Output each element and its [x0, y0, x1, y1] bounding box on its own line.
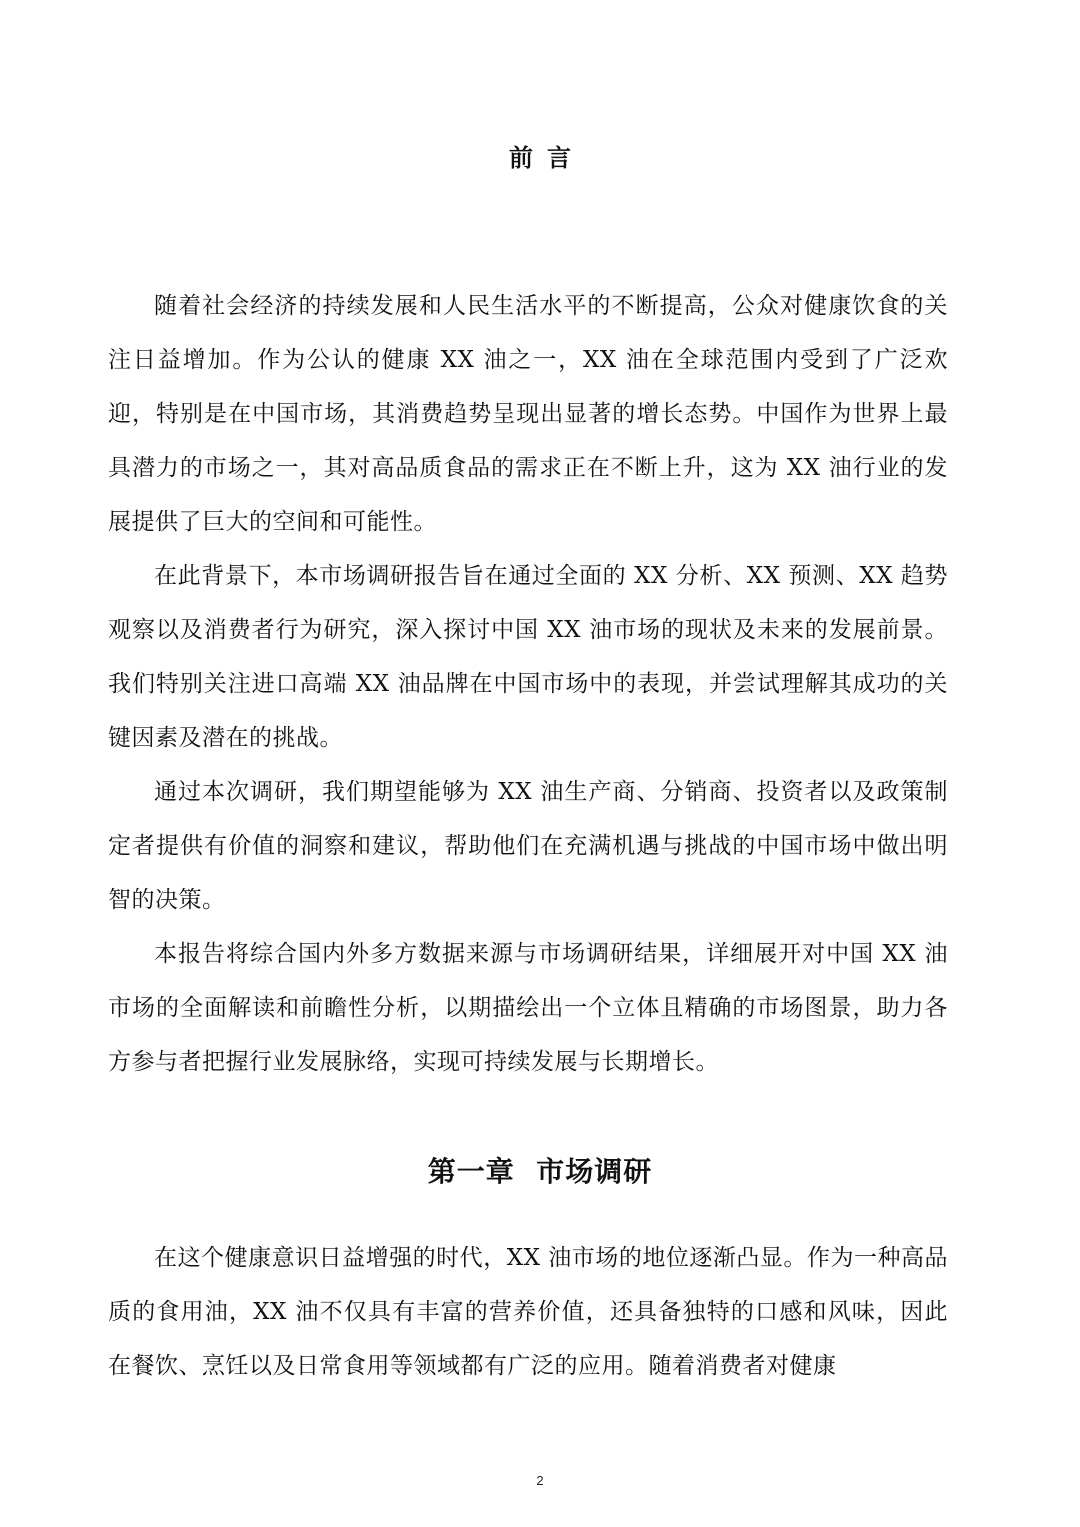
preface-paragraph-1: 随着社会经济的持续发展和人民生活水平的不断提高，公众对健康饮食的关注日益增加。作为公认的健康 XX 油之一，XX 油在全球范围内受到了广泛欢迎，特别是在中国市场，其消费趋势呈现出显著的增长态势。中国作为世界上最具潜力的市场之一，其对高品质食品的需求正在不断上升，这为 XX 油行业的发展提供了巨大的空间和可能性。: [108, 293, 948, 535]
preface-paragraph-4: 本报告将综合国内外多方数据来源与市场调研结果，详细展开对中国 XX 油市场的全面解读和前瞻性分析，以期描绘出一个立体且精确的市场图景，助力各方参与者把握行业发展脉络，实现可持续发展与长期增长。: [108, 941, 948, 1075]
preface-paragraph-3: 通过本次调研，我们期望能够为 XX 油生产商、分销商、投资者以及政策制定者提供有价值的洞察和建议，帮助他们在充满机遇与挑战的中国市场中做出明智的决策。: [108, 779, 948, 913]
chapter-paragraph-1: 在这个健康意识日益增强的时代，XX 油市场的地位逐渐凸显。作为一种高品质的食用油，XX 油不仅具有丰富的营养价值，还具备独特的口感和风味，因此在餐饮、烹饪以及日常食用等领域都有广泛的应用。随着消费者对健康: [108, 1245, 948, 1379]
chapter-title: 第一章 市场调研: [427, 1155, 653, 1188]
chapter-body: [108, 1231, 948, 1393]
preface-body: [108, 279, 948, 1089]
page-number: 2: [536, 1473, 544, 1488]
preface-paragraph-2: 在此背景下，本市场调研报告旨在通过全面的 XX 分析、XX 预测、XX 趋势观察以及消费者行为研究，深入探讨中国 XX 油市场的现状及未来的发展前景。我们特别关注进口高端 XX 油品牌在中国市场中的表现，并尝试理解其成功的关键因素及潜在的挑战。: [108, 563, 948, 751]
preface-title: 前言: [509, 143, 585, 172]
